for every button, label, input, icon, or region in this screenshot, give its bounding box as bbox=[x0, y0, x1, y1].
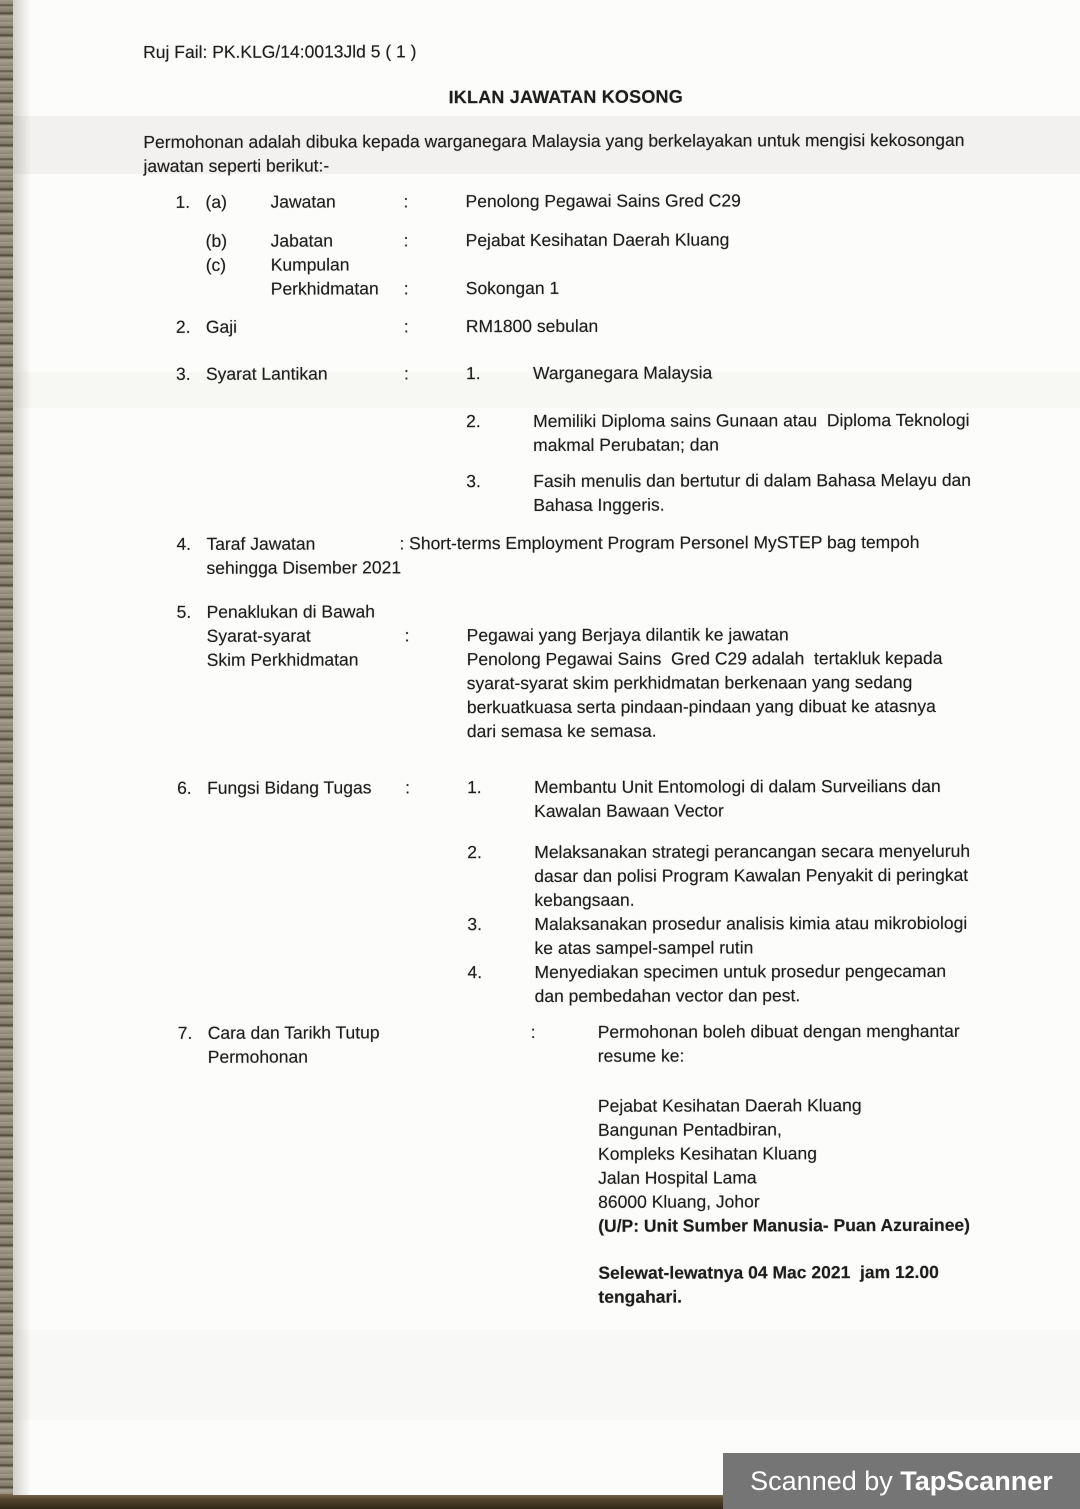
colon: : bbox=[530, 1021, 536, 1042]
sub-item bbox=[467, 839, 990, 912]
sub-text bbox=[534, 911, 990, 960]
colon: : bbox=[405, 777, 410, 798]
text-line: tengahari. bbox=[598, 1286, 683, 1307]
row-letter bbox=[206, 277, 271, 301]
item-number: 3. bbox=[175, 363, 191, 384]
item-value bbox=[467, 774, 991, 1008]
item-4 bbox=[144, 530, 989, 580]
sub-text bbox=[533, 360, 989, 385]
text-line: syarat-syarat skim perkhidmatan berkenaan yang sedang bbox=[466, 671, 913, 694]
row-label: Jawatan bbox=[270, 191, 336, 212]
address-line: Kompleks Kesihatan Kluang bbox=[597, 1143, 817, 1164]
item-7-head bbox=[146, 1019, 991, 1069]
text-line: Penolong Pegawai Sains Gred C29 adalah tertakluk kepada bbox=[466, 647, 943, 670]
text-line: dasar dan polisi Program Kawalan Penyakit di peringkat bbox=[534, 864, 969, 886]
text-line: Selewat-lewatnya 04 Mac 2021 jam 12.00 bbox=[598, 1261, 939, 1283]
item-1-row-b bbox=[144, 227, 989, 253]
text-line: resume ke: bbox=[597, 1045, 685, 1066]
row-value: Pejabat Kesihatan Daerah Kluang bbox=[465, 229, 730, 251]
sub-item bbox=[466, 468, 989, 517]
item-number: 7. bbox=[177, 1022, 193, 1043]
text-line: Permohonan boleh dibuat dengan menghantar bbox=[597, 1020, 960, 1042]
row-label: Kumpulan bbox=[270, 254, 350, 275]
item-value: : Short-terms Employment Program Personel MySTEP bag tempoh bbox=[399, 531, 920, 554]
sub-number: 1. bbox=[465, 363, 481, 384]
document-content bbox=[143, 0, 991, 1310]
colon: : bbox=[403, 278, 409, 299]
text-line: ke atas sampel-sampel rutin bbox=[534, 937, 754, 958]
item-label: Syarat Lantikan bbox=[205, 363, 328, 384]
colon: : bbox=[403, 316, 409, 337]
item-number bbox=[176, 229, 206, 253]
item-3 bbox=[144, 360, 989, 518]
text-line: Cara dan Tarikh Tutup bbox=[207, 1022, 380, 1043]
text-line: berkuatkuasa serta pindaan-pindaan yang dibuat ke atasnya bbox=[466, 695, 936, 718]
text-line: Membantu Unit Entomologi di dalam Surveilians dan bbox=[534, 775, 941, 797]
mailing-address bbox=[146, 1093, 991, 1239]
item-label: Gaji bbox=[205, 316, 238, 337]
text-line: Malaksanakan prosedur analisis kimia atau mikrobiologi bbox=[534, 912, 968, 934]
file-reference: Ruj Fail: PK.KLG/14:0013Jld 5 ( 1 ) bbox=[143, 41, 417, 62]
item-4-line-1 bbox=[144, 530, 989, 556]
item-1-row-a bbox=[143, 188, 988, 214]
item-label bbox=[207, 599, 405, 744]
sub-text bbox=[533, 408, 989, 457]
text-line: Permohonan adalah dibuka kepada warganegara Malaysia yang berkelayakan untuk mengisi kekosongan bbox=[143, 129, 965, 152]
text-line: Permohonan bbox=[207, 1046, 309, 1067]
text-line: sehingga Disember 2021 bbox=[206, 557, 402, 578]
scan-shading-band bbox=[13, 1330, 1080, 1420]
text-line: kebangsaan. bbox=[534, 889, 635, 910]
document-page bbox=[13, 0, 1080, 1495]
colon: : bbox=[403, 230, 409, 251]
item-value bbox=[467, 598, 990, 743]
item-number bbox=[176, 253, 206, 277]
colon: : bbox=[403, 363, 409, 384]
text-line: jawatan seperti berikut:- bbox=[143, 155, 330, 176]
sub-number: 2. bbox=[467, 842, 482, 863]
sub-text bbox=[533, 468, 989, 517]
text-line: Fasih menulis dan bertutur di dalam Bahasa Melayu dan bbox=[533, 469, 972, 491]
row-label: Jabatan bbox=[270, 230, 333, 251]
sub-item bbox=[466, 360, 989, 385]
item-value bbox=[598, 1019, 991, 1068]
item-label: Fungsi Bidang Tugas bbox=[207, 777, 372, 798]
row-value: Sokongan 1 bbox=[465, 277, 560, 299]
row-letter: (a) bbox=[205, 191, 227, 212]
sub-number: 4. bbox=[467, 962, 483, 983]
colon: : bbox=[403, 191, 409, 212]
sub-item bbox=[466, 408, 989, 457]
text-line: Memiliki Diploma sains Gunaan atau Diploma Teknologi bbox=[533, 409, 970, 431]
text-line: Skim Perkhidmatan bbox=[206, 649, 359, 670]
row-letter: (b) bbox=[205, 230, 228, 251]
sub-number: 3. bbox=[466, 471, 481, 492]
sub-number: 2. bbox=[466, 411, 481, 432]
address-line: Bangunan Pentadbiran, bbox=[597, 1119, 782, 1140]
item-7 bbox=[146, 1019, 992, 1310]
watermark-brand: TapScanner bbox=[900, 1465, 1053, 1496]
text-line: dari semasa ke semasa. bbox=[466, 720, 657, 742]
item-5 bbox=[145, 598, 990, 744]
text-line: Kawalan Bawaan Vector bbox=[534, 800, 724, 821]
item-1 bbox=[143, 188, 988, 301]
watermark-prefix: Scanned by bbox=[750, 1465, 901, 1496]
item-number: 1. bbox=[175, 191, 191, 212]
sub-text bbox=[535, 959, 991, 1008]
item-value bbox=[466, 360, 989, 517]
item-1-row-c2 bbox=[144, 275, 989, 301]
document-title: IKLAN JAWATAN KOSONG bbox=[448, 86, 683, 108]
item-number bbox=[176, 277, 206, 301]
sub-text bbox=[534, 839, 990, 912]
text-line: makmal Perubatan; dan bbox=[533, 434, 720, 455]
address-line: Pejabat Kesihatan Daerah Kluang bbox=[597, 1095, 862, 1116]
tapscanner-watermark bbox=[723, 1453, 1080, 1509]
item-1-row-c bbox=[144, 251, 989, 277]
item-number: 4. bbox=[176, 533, 192, 554]
intro-paragraph bbox=[143, 128, 988, 178]
text-line: Warganegara Malaysia bbox=[532, 362, 713, 383]
address-attention-line: (U/P: Unit Sumber Manusia- Puan Azurainee) bbox=[598, 1214, 971, 1236]
text-line: Penaklukan di Bawah bbox=[206, 601, 375, 622]
row-label: Perkhidmatan bbox=[270, 278, 379, 299]
text-line: Pegawai yang Berjaya dilantik ke jawatan bbox=[466, 624, 789, 646]
sub-text bbox=[534, 774, 990, 823]
text-line: Melaksanakan strategi perancangan secara menyeluruh bbox=[534, 840, 971, 862]
row-letter: (c) bbox=[205, 254, 227, 275]
sub-number: 1. bbox=[467, 777, 482, 798]
item-number: 6. bbox=[177, 777, 192, 798]
text-line: dan pembedahan vector dan pest. bbox=[534, 985, 801, 1006]
row-value bbox=[466, 251, 989, 276]
address-line: Jalan Hospital Lama bbox=[598, 1167, 757, 1188]
item-label bbox=[208, 1020, 531, 1069]
text-line: Bahasa Inggeris. bbox=[533, 494, 665, 515]
item-4-line-2 bbox=[144, 554, 989, 580]
colon bbox=[404, 252, 466, 276]
sub-number: 3. bbox=[467, 914, 483, 935]
colon: : bbox=[404, 625, 410, 646]
wood-table-edge-left bbox=[0, 0, 13, 1509]
item-2 bbox=[144, 313, 989, 339]
item-6 bbox=[145, 774, 991, 1009]
item-number: 5. bbox=[176, 601, 192, 622]
item-value: RM1800 sebulan bbox=[465, 315, 599, 337]
sub-item bbox=[468, 959, 991, 1008]
text-line: Menyediakan specimen untuk prosedur pengecaman bbox=[534, 960, 947, 982]
deadline-note bbox=[146, 1260, 991, 1310]
sub-item bbox=[467, 911, 990, 960]
address-line: 86000 Kluang, Johor bbox=[598, 1191, 760, 1212]
row-value: Penolong Pegawai Sains Gred C29 bbox=[465, 190, 741, 212]
sub-item bbox=[467, 774, 990, 823]
text-line: Syarat-syarat bbox=[206, 625, 311, 646]
paper-edge-shadow bbox=[13, 0, 31, 1495]
item-number: 2. bbox=[175, 316, 191, 337]
item-label: Taraf Jawatan bbox=[206, 533, 316, 554]
